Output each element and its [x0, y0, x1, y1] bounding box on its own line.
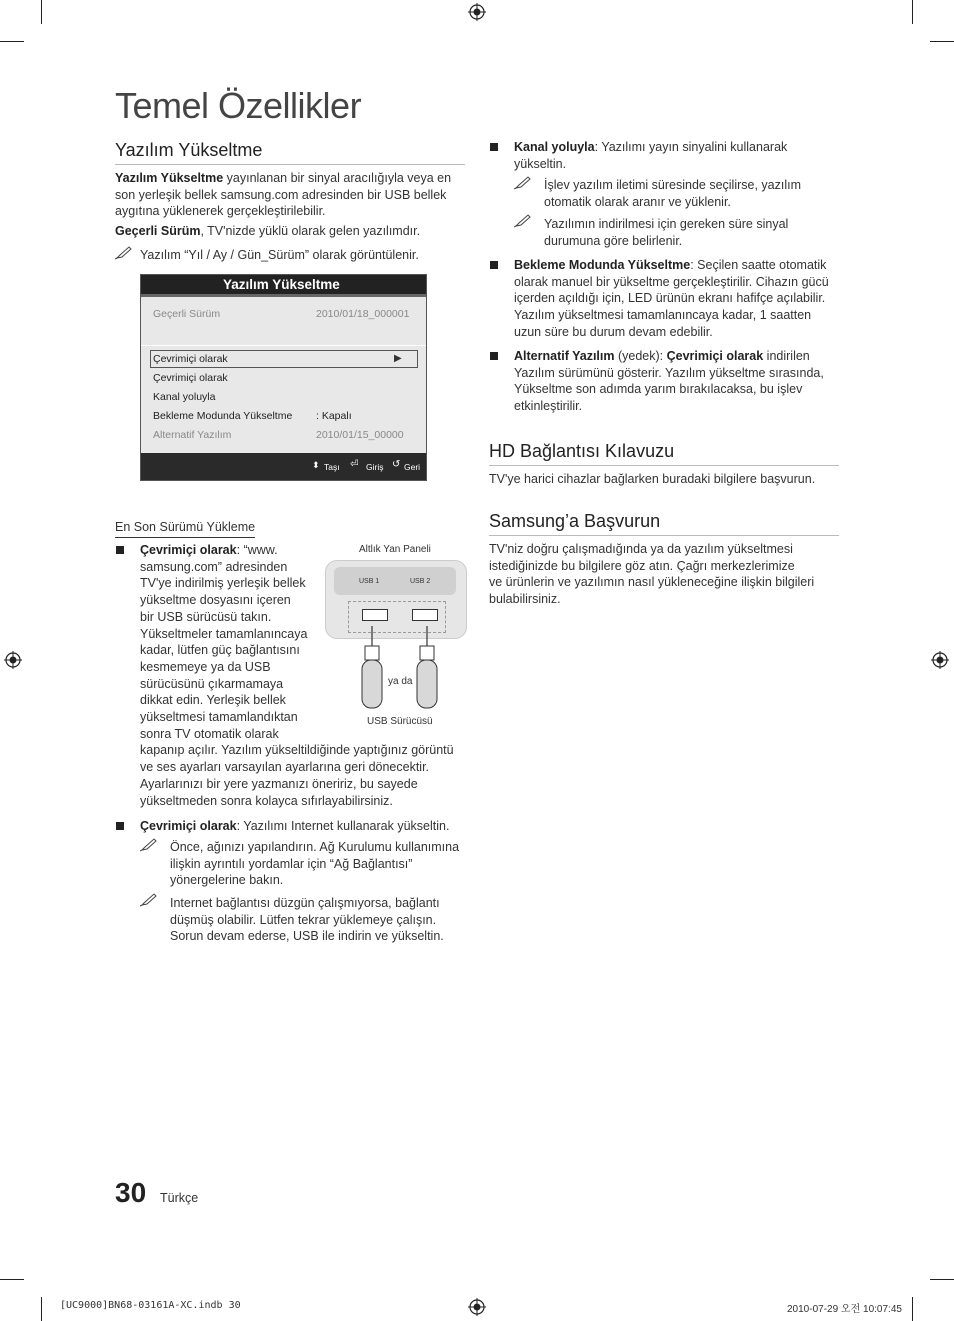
text-line: etkinleştirilir. — [514, 399, 583, 414]
intro-text: yayınlanan bir sinyal aracılığıyla veya en — [223, 171, 452, 185]
current-version-paragraph — [115, 223, 465, 240]
text-line: : Seçilen saatte otomatik — [690, 258, 827, 272]
note-pencil-icon — [140, 893, 158, 907]
channel-note-1 — [544, 177, 844, 210]
current-version-text: , TV'nizde yüklü olarak gelen yazılımdır. — [200, 224, 421, 238]
online-internet-paragraph — [140, 818, 449, 835]
text-line: bir USB sürücüsü takın. — [140, 609, 272, 624]
text-line: ilişkin ayrıntılı yordamlar için “Ağ Bağlantısı” — [170, 856, 413, 871]
registration-mark-icon — [468, 1298, 486, 1316]
text-line: Yazılım sürümünü gösterir. Yazılım yükseltme sırasında, — [514, 365, 824, 380]
registration-mark-icon — [468, 3, 486, 21]
crop-mark — [41, 0, 42, 24]
text-line: yükseltmeden sonra kolayca sıfırlayabilirsiniz. — [140, 793, 393, 808]
bullet-square — [116, 546, 124, 554]
usb1-label: USB 1 — [359, 578, 380, 585]
usb-drive-label: USB Sürücüsü — [367, 716, 433, 727]
crop-mark — [41, 1297, 42, 1321]
language-label: Türkçe — [160, 1191, 199, 1205]
text-line: ve ses ayarları varsayılan ayarlarına geri dönecektir. — [140, 760, 430, 775]
osd-menu — [140, 274, 427, 481]
text-line: : “www. — [236, 543, 278, 557]
latest-version-title: En Son Sürümü Yükleme — [115, 519, 255, 538]
file-info: [UC9000]BN68-03161A-XC.indb 30 — [60, 1300, 241, 1311]
standby-bold: Bekleme Modunda Yükseltme — [514, 258, 691, 272]
osd-current-label: Geçerli Sürüm — [153, 308, 221, 320]
osd-alternative-value: 2010/01/15_00000 — [316, 429, 404, 441]
text-line: Yükseltmeler tamamlanıncaya — [140, 626, 308, 641]
text-line: olarak manuel bir yükseltme gerçekleştirilir. Cihazın gücü — [514, 274, 829, 289]
text-line: yükseltin. — [514, 156, 567, 171]
osd-item-channel[interactable]: Kanal yoluyla — [153, 391, 216, 403]
osd-item-online-label[interactable]: Çevrimiçi olarak — [153, 372, 228, 384]
text-line: İşlev yazılım iletimi süresinde seçilirse, yazılım — [544, 178, 802, 192]
text-line: uzun süre bu durum devam edebilir. — [514, 324, 713, 339]
text-line: otomatik olarak aranır ve yüklenir. — [544, 194, 731, 209]
osd-arrow-icon: ▶ — [394, 353, 402, 364]
intro-bold: Yazılım Yükseltme — [115, 171, 224, 185]
text-line: Sorun devam ederse, USB ile indirin ve yükseltin. — [170, 929, 444, 944]
text-line: Yazılımın indirilmesi için gereken süre sinyal — [544, 217, 789, 231]
registration-mark-icon — [4, 651, 22, 669]
section-title-software-upgrade: Yazılım Yükseltme — [115, 140, 465, 165]
usb-label-strip — [334, 567, 456, 595]
intro-text: aygıtına yüklenerek gerçekleştirilebilir. — [115, 204, 326, 219]
text-line: yönergelerine bakın. — [170, 873, 284, 888]
text-line: sonra TV otomatik olarak — [140, 726, 279, 741]
text-line: yükseltmesi tamamlandıktan — [140, 710, 298, 725]
osd-item-standby[interactable]: Bekleme Modunda Yükseltme — [153, 410, 293, 422]
bullet-square — [490, 261, 498, 269]
osd-menu-title: Yazılım Yükseltme — [141, 275, 426, 294]
text-line: yükseltme dosyasını içeren — [140, 593, 291, 608]
crop-mark — [0, 41, 24, 42]
format-note: Yazılım “Yıl / Ay / Gün_Sürüm” olarak görüntülenir. — [140, 248, 419, 262]
alternative-bold: Alternatif Yazılım — [514, 349, 615, 363]
hd-guide-text: TV'ye harici cihazlar bağlarken buradaki bilgilere başvurun. — [489, 472, 816, 486]
text-line: : Yazılımı Internet kullanarak yükseltin. — [236, 819, 450, 833]
text-line: kapanıp açılır. Yazılım yükseltildiğinde yaptığınız görüntü — [140, 743, 454, 758]
osd-current-value: 2010/01/18_000001 — [316, 308, 410, 320]
network-note — [170, 839, 470, 889]
text-line: samsung.com” adresinden — [140, 559, 288, 574]
panel-label: Altlık Yan Paneli — [359, 544, 431, 555]
channel-bold: Kanal yoluyla — [514, 140, 595, 154]
text-line: ve ürünlerin ve yazılımın nasıl yükleneceğine ilişkin bilgileri — [489, 575, 815, 590]
section-title-contact-samsung: Samsung’a Başvurun — [489, 511, 839, 536]
registration-mark-icon — [931, 651, 949, 669]
channel-paragraph — [514, 139, 844, 172]
note-pencil-icon — [140, 838, 158, 852]
text-line: bulabilirsiniz. — [489, 592, 561, 607]
bullet-square — [490, 352, 498, 360]
text-line: durumuna göre belirlenir. — [544, 233, 683, 248]
section-title-hd-guide: HD Bağlantısı Kılavuzu — [489, 441, 839, 466]
text-line: sürücüsünü çıkarmamaya — [140, 676, 284, 691]
enter-icon: ⏎ — [350, 459, 359, 470]
text-line: (yedek): — [614, 349, 667, 363]
text-line: Internet bağlantısı düzgün çalışmıyorsa, bağlantı — [170, 896, 440, 910]
note-pencil-icon — [514, 214, 532, 228]
text-line: Yazılım yükseltmesi tamamlanıncaya kadar, 1 saatten — [514, 308, 812, 323]
crop-mark — [930, 41, 954, 42]
current-version-bold: Geçerli Sürüm — [115, 224, 201, 238]
text-line: dikkat edin. Yerleşik bellek — [140, 693, 286, 708]
osd-footer-enter: Giriş — [366, 462, 384, 472]
osd-footer — [141, 453, 426, 480]
intro-paragraph — [115, 170, 465, 220]
bullet-square — [116, 822, 124, 830]
page-number: 30 — [115, 1177, 147, 1208]
osd-separator — [141, 345, 426, 346]
channel-note-2 — [544, 216, 844, 249]
text-line: içerden açıldığı için, LED ürünün ekranı hafifçe açılabilir. — [514, 291, 826, 306]
osd-item-alternative: Alternatif Yazılım — [153, 429, 232, 441]
online-bold: Çevrimiçi olarak — [666, 349, 764, 363]
note-pencil-icon — [115, 246, 133, 260]
usb2-label: USB 2 — [410, 578, 431, 585]
text-line: kesmemeye ya da USB — [140, 659, 271, 674]
text-line: TV'ye indirilmiş yerleşik bellek — [140, 576, 306, 591]
note-pencil-icon — [514, 176, 532, 190]
online-bold: Çevrimiçi olarak — [140, 819, 237, 833]
contact-samsung-text — [489, 541, 839, 608]
intro-text: son yerleşik bellek samsung.com adresinden bir USB bellek — [115, 187, 447, 202]
move-arrows-icon: ⬍ — [312, 460, 320, 470]
bullet-square — [490, 143, 498, 151]
osd-menu-divider — [141, 294, 426, 297]
text-line: Yükseltme son adımda yarım bırakılacaksa, bu işlev — [514, 382, 803, 397]
page-title: Temel Özellikler — [115, 85, 362, 126]
crop-mark — [0, 1279, 24, 1280]
alternative-paragraph — [514, 348, 849, 415]
text-line: istediğinizde bu bilgilere göz atın. Çağrı merkezlerimize — [489, 558, 795, 573]
print-timestamp: 2010-07-29 오전 10:07:45 — [787, 1304, 902, 1315]
text-line: indirilen — [763, 349, 810, 363]
text-line: TV'niz doğru çalışmadığında ya da yazılım yükseltmesi — [489, 542, 793, 556]
text-line: : Yazılımı yayın sinyalini kullanarak — [594, 140, 788, 154]
standby-paragraph — [514, 257, 849, 341]
online-bold: Çevrimiçi olarak — [140, 543, 237, 557]
crop-mark — [912, 0, 913, 24]
crop-mark — [912, 1297, 913, 1321]
osd-footer-back: Geri — [404, 462, 421, 472]
connection-note — [170, 895, 470, 945]
osd-item-online-label[interactable]: Çevrimiçi olarak — [153, 353, 228, 365]
text-line: Önce, ağınızı yapılandırın. Ağ Kurulumu kullanımına — [170, 840, 460, 854]
text-line: kadar, lütfen güç bağlantısını — [140, 643, 300, 658]
back-icon: ↺ — [392, 459, 401, 470]
osd-standby-value: : Kapalı — [316, 410, 352, 422]
usb-drive-icon — [358, 616, 438, 716]
or-label: ya da — [388, 676, 413, 687]
text-line: Ayarlarınızı bir yere yazmanızı öneririz, bu sayede — [140, 776, 418, 791]
crop-mark — [930, 1279, 954, 1280]
osd-footer-move: Taşı — [324, 462, 340, 472]
text-line: düşmüş olabilir. Lütfen tekrar yüklemeye çalışın. — [170, 912, 437, 927]
